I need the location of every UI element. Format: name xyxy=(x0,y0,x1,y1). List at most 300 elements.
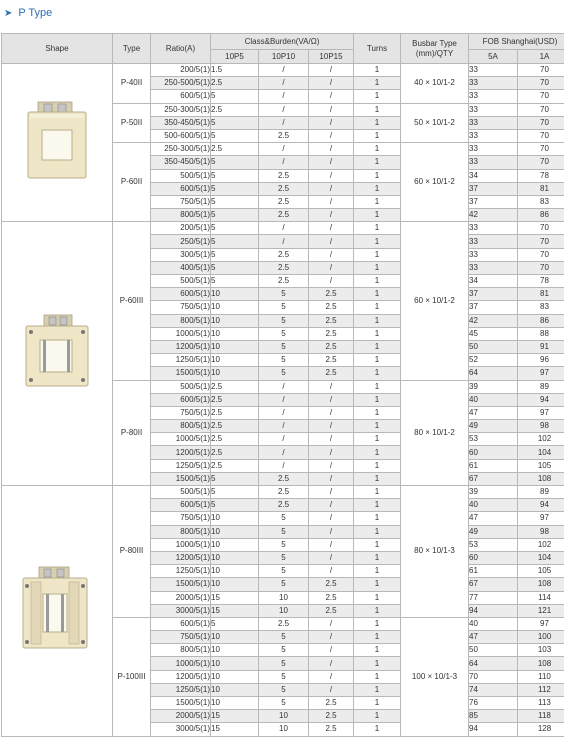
class-10p10-cell: 5 xyxy=(259,525,309,538)
price-1a-cell: 108 xyxy=(518,657,564,670)
ratio-cell: 500/5(1) xyxy=(151,380,211,393)
ratio-cell: 1250/5(1) xyxy=(151,459,211,472)
class-10p5-cell: 2.5 xyxy=(211,406,259,419)
busbar-cell: 60 × 10/1-2 xyxy=(401,143,469,222)
ratio-cell: 1200/5(1) xyxy=(151,670,211,683)
price-5a-cell: 33 xyxy=(469,248,518,261)
ratio-cell: 200/5(1) xyxy=(151,64,211,77)
class-10p15-cell: / xyxy=(309,209,354,222)
ratio-cell: 1250/5(1) xyxy=(151,354,211,367)
busbar-cell: 60 × 10/1-2 xyxy=(401,222,469,380)
price-5a-cell: 34 xyxy=(469,169,518,182)
turns-cell: 1 xyxy=(354,380,401,393)
class-10p10-cell: / xyxy=(259,143,309,156)
type-cell: P-100III xyxy=(113,617,151,736)
class-10p10-cell: 2.5 xyxy=(259,261,309,274)
turns-cell: 1 xyxy=(354,248,401,261)
class-10p15-cell: / xyxy=(309,420,354,433)
class-10p5-cell: 10 xyxy=(211,314,259,327)
ratio-cell: 750/5(1) xyxy=(151,406,211,419)
price-1a-cell: 70 xyxy=(518,64,564,77)
class-10p15-cell: 2.5 xyxy=(309,591,354,604)
ratio-cell: 1500/5(1) xyxy=(151,578,211,591)
class-10p5-cell: 5 xyxy=(211,209,259,222)
class-10p15-cell: / xyxy=(309,116,354,129)
class-10p15-cell: / xyxy=(309,499,354,512)
price-1a-cell: 70 xyxy=(518,222,564,235)
class-10p15-cell: / xyxy=(309,657,354,670)
class-10p10-cell: 2.5 xyxy=(259,195,309,208)
class-10p15-cell: / xyxy=(309,459,354,472)
ratio-cell: 1250/5(1) xyxy=(151,683,211,696)
price-1a-cell: 78 xyxy=(518,169,564,182)
price-5a-cell: 33 xyxy=(469,103,518,116)
class-10p10-cell: 5 xyxy=(259,565,309,578)
ratio-cell: 800/5(1) xyxy=(151,314,211,327)
class-10p15-cell: / xyxy=(309,143,354,156)
header-10p5: 10P5 xyxy=(211,50,259,64)
turns-cell: 1 xyxy=(354,591,401,604)
turns-cell: 1 xyxy=(354,406,401,419)
class-10p10-cell: 2.5 xyxy=(259,617,309,630)
class-10p15-cell: / xyxy=(309,169,354,182)
price-5a-cell: 61 xyxy=(469,459,518,472)
section-title-text: P Type xyxy=(18,7,52,19)
ratio-cell: 350-450/5(1) xyxy=(151,116,211,129)
type-cell: P-50II xyxy=(113,103,151,143)
class-10p15-cell: 2.5 xyxy=(309,723,354,736)
turns-cell: 1 xyxy=(354,538,401,551)
ratio-cell: 500-600/5(1) xyxy=(151,129,211,142)
price-5a-cell: 42 xyxy=(469,209,518,222)
class-10p5-cell: 10 xyxy=(211,657,259,670)
class-10p15-cell: / xyxy=(309,129,354,142)
busbar-cell: 80 × 10/1-2 xyxy=(401,380,469,486)
class-10p5-cell: 5 xyxy=(211,261,259,274)
turns-cell: 1 xyxy=(354,275,401,288)
class-10p5-cell: 10 xyxy=(211,578,259,591)
ratio-cell: 350-450/5(1) xyxy=(151,156,211,169)
class-10p15-cell: / xyxy=(309,644,354,657)
class-10p15-cell: / xyxy=(309,670,354,683)
turns-cell: 1 xyxy=(354,354,401,367)
header-fob: FOB Shanghai(USD) xyxy=(469,34,564,50)
ratio-cell: 600/5(1) xyxy=(151,90,211,103)
class-10p10-cell: 10 xyxy=(259,723,309,736)
turns-cell: 1 xyxy=(354,723,401,736)
shape-cell xyxy=(2,64,113,222)
class-10p10-cell: / xyxy=(259,235,309,248)
class-10p5-cell: 5 xyxy=(211,235,259,248)
busbar-cell: 50 × 10/1-2 xyxy=(401,103,469,143)
class-10p15-cell: 2.5 xyxy=(309,314,354,327)
class-10p5-cell: 10 xyxy=(211,340,259,353)
class-10p15-cell: / xyxy=(309,103,354,116)
price-5a-cell: 40 xyxy=(469,393,518,406)
price-1a-cell: 97 xyxy=(518,512,564,525)
price-1a-cell: 70 xyxy=(518,143,564,156)
class-10p10-cell: 5 xyxy=(259,327,309,340)
turns-cell: 1 xyxy=(354,697,401,710)
price-1a-cell: 128 xyxy=(518,723,564,736)
turns-cell: 1 xyxy=(354,657,401,670)
price-1a-cell: 70 xyxy=(518,77,564,90)
class-10p10-cell: / xyxy=(259,64,309,77)
price-1a-cell: 102 xyxy=(518,433,564,446)
class-10p10-cell: 5 xyxy=(259,578,309,591)
ratio-cell: 500/5(1) xyxy=(151,275,211,288)
price-5a-cell: 94 xyxy=(469,723,518,736)
ratio-cell: 2000/5(1) xyxy=(151,591,211,604)
turns-cell: 1 xyxy=(354,499,401,512)
class-10p15-cell: / xyxy=(309,486,354,499)
class-10p10-cell: 2.5 xyxy=(259,275,309,288)
ratio-cell: 800/5(1) xyxy=(151,420,211,433)
turns-cell: 1 xyxy=(354,670,401,683)
ratio-cell: 250/5(1) xyxy=(151,235,211,248)
class-10p10-cell: 2.5 xyxy=(259,209,309,222)
ratio-cell: 1250/5(1) xyxy=(151,565,211,578)
class-10p5-cell: 2.5 xyxy=(211,446,259,459)
price-5a-cell: 64 xyxy=(469,367,518,380)
class-10p10-cell: 2.5 xyxy=(259,169,309,182)
turns-cell: 1 xyxy=(354,604,401,617)
turns-cell: 1 xyxy=(354,565,401,578)
price-5a-cell: 47 xyxy=(469,631,518,644)
price-1a-cell: 70 xyxy=(518,90,564,103)
table-row xyxy=(2,64,564,77)
class-10p15-cell: / xyxy=(309,380,354,393)
p-type-spec-table xyxy=(1,33,564,737)
ratio-cell: 200/5(1) xyxy=(151,222,211,235)
class-10p10-cell: 5 xyxy=(259,631,309,644)
class-10p5-cell: 10 xyxy=(211,631,259,644)
class-10p10-cell: / xyxy=(259,90,309,103)
class-10p15-cell: / xyxy=(309,538,354,551)
price-5a-cell: 40 xyxy=(469,499,518,512)
price-5a-cell: 76 xyxy=(469,697,518,710)
class-10p5-cell: 15 xyxy=(211,723,259,736)
price-1a-cell: 81 xyxy=(518,288,564,301)
class-10p5-cell: 2.5 xyxy=(211,433,259,446)
busbar-cell: 100 × 10/1-3 xyxy=(401,617,469,736)
class-10p10-cell: 5 xyxy=(259,683,309,696)
header-1a: 1A xyxy=(518,50,564,64)
turns-cell: 1 xyxy=(354,420,401,433)
turns-cell: 1 xyxy=(354,103,401,116)
ratio-cell: 3000/5(1) xyxy=(151,723,211,736)
ratio-cell: 500/5(1) xyxy=(151,486,211,499)
class-10p5-cell: 15 xyxy=(211,604,259,617)
class-10p10-cell: / xyxy=(259,433,309,446)
class-10p15-cell: / xyxy=(309,683,354,696)
class-10p15-cell: / xyxy=(309,275,354,288)
class-10p5-cell: 5 xyxy=(211,116,259,129)
class-10p10-cell: 5 xyxy=(259,670,309,683)
header-class-burden: Class&Burden(VA/Ω) xyxy=(211,34,354,50)
class-10p10-cell: / xyxy=(259,77,309,90)
header-ratio: Ratio(A) xyxy=(151,34,211,64)
ratio-cell: 1000/5(1) xyxy=(151,327,211,340)
turns-cell: 1 xyxy=(354,235,401,248)
class-10p15-cell: 2.5 xyxy=(309,710,354,723)
arrow-bullet-icon: ➤ xyxy=(4,8,12,19)
turns-cell: 1 xyxy=(354,631,401,644)
ratio-cell: 750/5(1) xyxy=(151,512,211,525)
turns-cell: 1 xyxy=(354,129,401,142)
ratio-cell: 1000/5(1) xyxy=(151,657,211,670)
ratio-cell: 300/5(1) xyxy=(151,248,211,261)
class-10p5-cell: 2.5 xyxy=(211,459,259,472)
class-10p5-cell: 5 xyxy=(211,486,259,499)
class-10p10-cell: 5 xyxy=(259,697,309,710)
price-1a-cell: 89 xyxy=(518,486,564,499)
price-5a-cell: 33 xyxy=(469,64,518,77)
turns-cell: 1 xyxy=(354,90,401,103)
price-5a-cell: 49 xyxy=(469,525,518,538)
busbar-cell: 80 × 10/1-3 xyxy=(401,486,469,618)
turns-cell: 1 xyxy=(354,261,401,274)
turns-cell: 1 xyxy=(354,116,401,129)
price-1a-cell: 112 xyxy=(518,683,564,696)
price-1a-cell: 70 xyxy=(518,248,564,261)
class-10p5-cell: 1.5 xyxy=(211,64,259,77)
turns-cell: 1 xyxy=(354,644,401,657)
current-transformer-image xyxy=(22,314,92,390)
price-5a-cell: 50 xyxy=(469,340,518,353)
turns-cell: 1 xyxy=(354,77,401,90)
price-1a-cell: 70 xyxy=(518,116,564,129)
price-1a-cell: 94 xyxy=(518,393,564,406)
price-5a-cell: 33 xyxy=(469,90,518,103)
turns-cell: 1 xyxy=(354,367,401,380)
price-5a-cell: 39 xyxy=(469,380,518,393)
price-5a-cell: 33 xyxy=(469,143,518,156)
class-10p10-cell: 2.5 xyxy=(259,248,309,261)
price-5a-cell: 60 xyxy=(469,446,518,459)
class-10p5-cell: 2.5 xyxy=(211,393,259,406)
price-1a-cell: 91 xyxy=(518,340,564,353)
class-10p5-cell: 10 xyxy=(211,525,259,538)
ratio-cell: 600/5(1) xyxy=(151,182,211,195)
class-10p10-cell: 5 xyxy=(259,340,309,353)
turns-cell: 1 xyxy=(354,340,401,353)
class-10p10-cell: / xyxy=(259,406,309,419)
class-10p5-cell: 5 xyxy=(211,156,259,169)
price-5a-cell: 33 xyxy=(469,116,518,129)
header-type: Type xyxy=(113,34,151,64)
spec-table-body xyxy=(2,64,564,737)
class-10p10-cell: 10 xyxy=(259,710,309,723)
class-10p10-cell: 5 xyxy=(259,538,309,551)
class-10p10-cell: / xyxy=(259,420,309,433)
class-10p15-cell: 2.5 xyxy=(309,301,354,314)
price-1a-cell: 97 xyxy=(518,406,564,419)
class-10p5-cell: 2.5 xyxy=(211,380,259,393)
current-transformer-image xyxy=(18,100,96,182)
turns-cell: 1 xyxy=(354,222,401,235)
price-1a-cell: 103 xyxy=(518,644,564,657)
turns-cell: 1 xyxy=(354,551,401,564)
class-10p15-cell: / xyxy=(309,406,354,419)
class-10p15-cell: / xyxy=(309,433,354,446)
class-10p10-cell: 10 xyxy=(259,604,309,617)
class-10p5-cell: 10 xyxy=(211,670,259,683)
price-1a-cell: 86 xyxy=(518,209,564,222)
class-10p5-cell: 10 xyxy=(211,512,259,525)
class-10p10-cell: 2.5 xyxy=(259,499,309,512)
class-10p5-cell: 5 xyxy=(211,617,259,630)
price-1a-cell: 102 xyxy=(518,538,564,551)
class-10p5-cell: 10 xyxy=(211,551,259,564)
class-10p15-cell: / xyxy=(309,222,354,235)
type-cell: P-60II xyxy=(113,143,151,222)
price-1a-cell: 97 xyxy=(518,367,564,380)
ratio-cell: 1200/5(1) xyxy=(151,446,211,459)
class-10p10-cell: 5 xyxy=(259,314,309,327)
class-10p5-cell: 10 xyxy=(211,288,259,301)
price-1a-cell: 114 xyxy=(518,591,564,604)
ratio-cell: 800/5(1) xyxy=(151,525,211,538)
price-1a-cell: 105 xyxy=(518,565,564,578)
price-5a-cell: 33 xyxy=(469,156,518,169)
turns-cell: 1 xyxy=(354,64,401,77)
price-1a-cell: 113 xyxy=(518,697,564,710)
price-5a-cell: 33 xyxy=(469,222,518,235)
price-1a-cell: 108 xyxy=(518,472,564,485)
class-10p15-cell: 2.5 xyxy=(309,327,354,340)
class-10p10-cell: / xyxy=(259,222,309,235)
class-10p15-cell: / xyxy=(309,472,354,485)
ratio-cell: 1500/5(1) xyxy=(151,697,211,710)
ratio-cell: 1000/5(1) xyxy=(151,433,211,446)
class-10p15-cell: / xyxy=(309,77,354,90)
class-10p15-cell: / xyxy=(309,393,354,406)
turns-cell: 1 xyxy=(354,301,401,314)
class-10p15-cell: 2.5 xyxy=(309,697,354,710)
table-row xyxy=(2,486,564,499)
ratio-cell: 1500/5(1) xyxy=(151,472,211,485)
price-1a-cell: 98 xyxy=(518,525,564,538)
class-10p15-cell: 2.5 xyxy=(309,288,354,301)
turns-cell: 1 xyxy=(354,182,401,195)
type-cell: P-40II xyxy=(113,64,151,104)
class-10p5-cell: 10 xyxy=(211,367,259,380)
price-5a-cell: 47 xyxy=(469,512,518,525)
price-1a-cell: 104 xyxy=(518,446,564,459)
turns-cell: 1 xyxy=(354,156,401,169)
busbar-cell: 40 × 10/1-2 xyxy=(401,64,469,104)
class-10p5-cell: 2.5 xyxy=(211,420,259,433)
section-heading xyxy=(4,5,52,21)
ratio-cell: 750/5(1) xyxy=(151,301,211,314)
price-5a-cell: 33 xyxy=(469,77,518,90)
class-10p15-cell: 2.5 xyxy=(309,604,354,617)
price-5a-cell: 52 xyxy=(469,354,518,367)
class-10p15-cell: / xyxy=(309,525,354,538)
class-10p10-cell: 2.5 xyxy=(259,472,309,485)
class-10p15-cell: / xyxy=(309,551,354,564)
header-5a: 5A xyxy=(469,50,518,64)
class-10p5-cell: 10 xyxy=(211,565,259,578)
price-1a-cell: 121 xyxy=(518,604,564,617)
class-10p15-cell: 2.5 xyxy=(309,367,354,380)
class-10p5-cell: 2.5 xyxy=(211,143,259,156)
class-10p15-cell: / xyxy=(309,195,354,208)
price-1a-cell: 70 xyxy=(518,261,564,274)
class-10p5-cell: 15 xyxy=(211,591,259,604)
class-10p10-cell: 5 xyxy=(259,512,309,525)
turns-cell: 1 xyxy=(354,288,401,301)
class-10p5-cell: 10 xyxy=(211,538,259,551)
class-10p5-cell: 5 xyxy=(211,275,259,288)
ratio-cell: 750/5(1) xyxy=(151,195,211,208)
turns-cell: 1 xyxy=(354,195,401,208)
header-10p10: 10P10 xyxy=(259,50,309,64)
ratio-cell: 1200/5(1) xyxy=(151,340,211,353)
class-10p5-cell: 5 xyxy=(211,195,259,208)
price-5a-cell: 60 xyxy=(469,551,518,564)
price-1a-cell: 86 xyxy=(518,314,564,327)
class-10p15-cell: / xyxy=(309,565,354,578)
ratio-cell: 3000/5(1) xyxy=(151,604,211,617)
current-transformer-image xyxy=(17,566,97,652)
price-1a-cell: 100 xyxy=(518,631,564,644)
class-10p5-cell: 5 xyxy=(211,90,259,103)
ratio-cell: 750/5(1) xyxy=(151,631,211,644)
ratio-cell: 600/5(1) xyxy=(151,288,211,301)
price-5a-cell: 77 xyxy=(469,591,518,604)
class-10p10-cell: 5 xyxy=(259,551,309,564)
class-10p10-cell: / xyxy=(259,156,309,169)
class-10p5-cell: 10 xyxy=(211,301,259,314)
ratio-cell: 250-300/5(1) xyxy=(151,103,211,116)
class-10p5-cell: 2.5 xyxy=(211,103,259,116)
ratio-cell: 600/5(1) xyxy=(151,393,211,406)
price-5a-cell: 53 xyxy=(469,538,518,551)
class-10p10-cell: 2.5 xyxy=(259,129,309,142)
turns-cell: 1 xyxy=(354,472,401,485)
class-10p15-cell: / xyxy=(309,512,354,525)
price-1a-cell: 105 xyxy=(518,459,564,472)
ratio-cell: 800/5(1) xyxy=(151,644,211,657)
price-1a-cell: 94 xyxy=(518,499,564,512)
price-5a-cell: 67 xyxy=(469,472,518,485)
price-5a-cell: 40 xyxy=(469,617,518,630)
turns-cell: 1 xyxy=(354,446,401,459)
class-10p15-cell: / xyxy=(309,248,354,261)
class-10p15-cell: 2.5 xyxy=(309,340,354,353)
turns-cell: 1 xyxy=(354,512,401,525)
class-10p15-cell: / xyxy=(309,90,354,103)
header-shape: Shape xyxy=(2,34,113,64)
class-10p5-cell: 10 xyxy=(211,354,259,367)
turns-cell: 1 xyxy=(354,433,401,446)
class-10p10-cell: / xyxy=(259,380,309,393)
class-10p10-cell: 2.5 xyxy=(259,486,309,499)
price-5a-cell: 37 xyxy=(469,288,518,301)
turns-cell: 1 xyxy=(354,578,401,591)
price-5a-cell: 50 xyxy=(469,644,518,657)
class-10p15-cell: / xyxy=(309,261,354,274)
class-10p15-cell: / xyxy=(309,617,354,630)
class-10p5-cell: 5 xyxy=(211,499,259,512)
class-10p10-cell: 5 xyxy=(259,644,309,657)
price-5a-cell: 74 xyxy=(469,683,518,696)
header-busbar: Busbar Type (mm)/QTY xyxy=(401,34,469,64)
class-10p15-cell: 2.5 xyxy=(309,354,354,367)
class-10p10-cell: / xyxy=(259,393,309,406)
